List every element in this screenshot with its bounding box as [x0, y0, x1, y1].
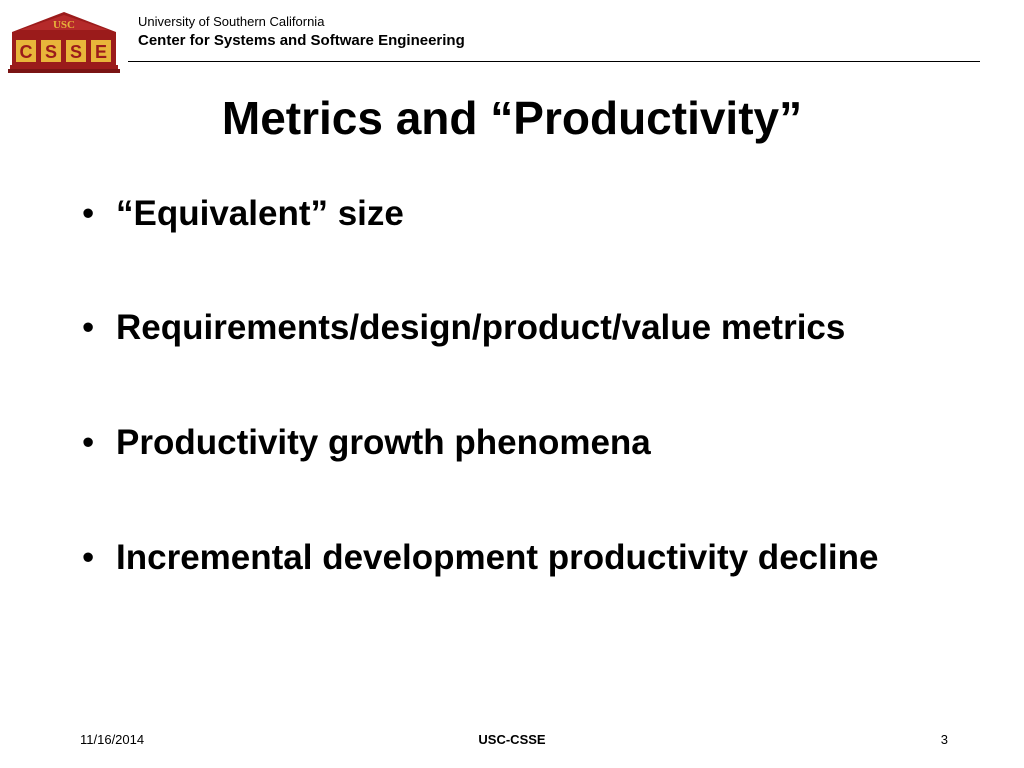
usc-csse-logo: [8, 10, 120, 74]
bullet-marker: •: [82, 423, 95, 462]
bullet-marker: •: [82, 538, 95, 577]
slide-title: Metrics and “Productivity”: [221, 92, 803, 144]
bullet-text: “Equivalent” size: [116, 194, 404, 233]
footer-date: 11/16/2014: [80, 732, 145, 747]
bullet-text: Requirements/design/product/value metrics: [116, 308, 846, 347]
organization-name: University of Southern California: [138, 14, 325, 29]
bullet-marker: •: [82, 194, 95, 233]
center-name: Center for Systems and Software Engineering: [138, 32, 465, 49]
bullet-item: [82, 420, 962, 465]
bullet-text: Productivity growth phenomena: [116, 423, 651, 462]
header-divider: [128, 61, 980, 62]
page-number: 3: [940, 732, 948, 747]
logo-letter-s2: S: [69, 42, 83, 62]
bullet-text: Incremental development productivity decline: [116, 538, 879, 577]
bullet-item: [82, 191, 962, 236]
bullet-item: [82, 535, 962, 580]
bullet-item: [82, 305, 962, 350]
logo-letter-c: C: [19, 42, 33, 62]
footer-label: USC-CSSE: [478, 732, 546, 747]
logo-letter-e: E: [94, 42, 108, 62]
logo-letter-s1: S: [44, 42, 58, 62]
logo-usc-text: USC: [52, 19, 76, 31]
bullet-marker: •: [82, 308, 95, 347]
